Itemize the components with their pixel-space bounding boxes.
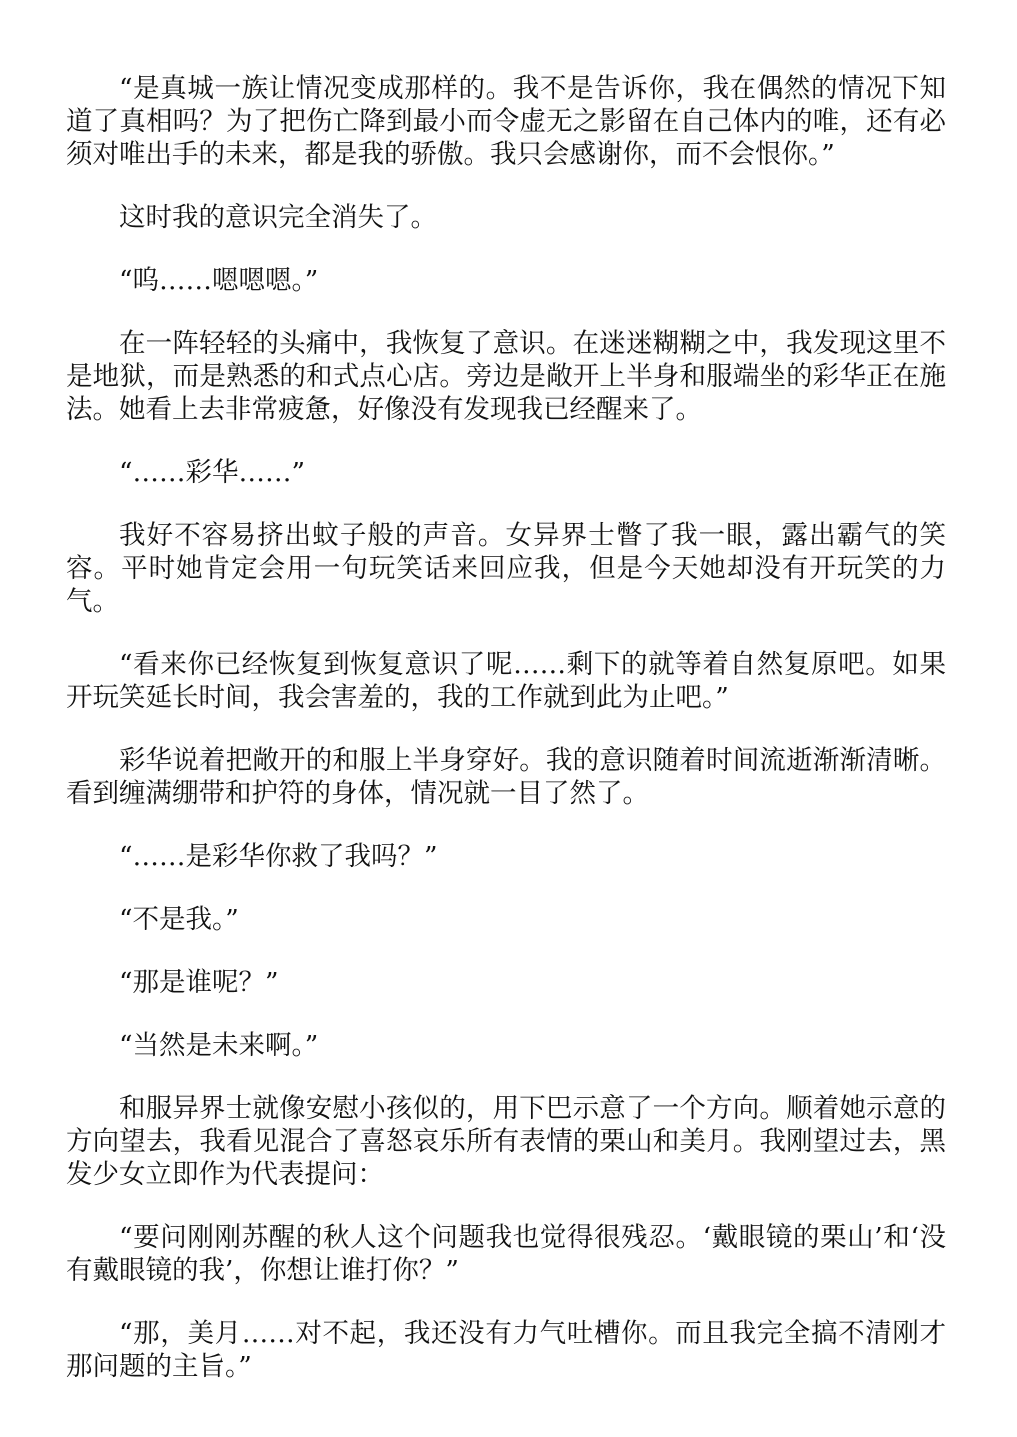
document-page: [66, 72, 946, 1413]
paragraph: “是真城一族让情况变成那样的。我不是告诉你，我在偶然的情况下知道了真相吗？为了把伤亡降到最小而令虚无之影留在自己体内的唯，还有必须对唯出手的未来，都是我的骄傲。我只会感谢你，而不会恨你。”: [66, 73, 946, 170]
paragraph: 和服异界士就像安慰小孩似的，用下巴示意了一个方向。顺着她示意的方向望去，我看见混合了喜怒哀乐所有表情的栗山和美月。我刚望过去，黑发少女立即作为代表提问：: [66, 1093, 946, 1190]
paragraph: “要问刚刚苏醒的秋人这个问题我也觉得很残忍。‘戴眼镜的栗山’和‘没有戴眼镜的我’，你想让谁打你？”: [66, 1222, 946, 1286]
paragraph: 在一阵轻轻的头痛中，我恢复了意识。在迷迷糊糊之中，我发现这里不是地狱，而是熟悉的和式点心店。旁边是敞开上半身和服端坐的彩华正在施法。她看上去非常疲惫，好像没有发现我已经醒来了。: [66, 328, 946, 425]
paragraph: 彩华说着把敞开的和服上半身穿好。我的意识随着时间流逝渐渐清晰。看到缠满绷带和护符的身体，情况就一目了然了。: [66, 745, 946, 809]
paragraph: “……彩华……”: [119, 457, 306, 488]
paragraph: 我好不容易挤出蚊子般的声音。女异界士瞥了我一眼，露出霸气的笑容。平时她肯定会用一句玩笑话来回应我，但是今天她却没有开玩笑的力气。: [66, 520, 946, 617]
paragraph: “……是彩华你救了我吗？”: [119, 841, 438, 872]
paragraph: 这时我的意识完全消失了。: [119, 202, 437, 233]
paragraph: “那，美月……对不起，我还没有力气吐槽你。而且我完全搞不清刚才那问题的主旨。”: [66, 1318, 946, 1382]
paragraph: “不是我。”: [119, 904, 239, 935]
paragraph: “当然是未来啊。”: [119, 1030, 319, 1061]
paragraph: “看来你已经恢复到恢复意识了呢……剩下的就等着自然复原吧。如果开玩笑延长时间，我会害羞的，我的工作就到此为止吧。”: [66, 649, 946, 713]
paragraph: “那是谁呢？”: [119, 967, 279, 998]
paragraph: “呜……嗯嗯嗯。”: [119, 265, 319, 296]
